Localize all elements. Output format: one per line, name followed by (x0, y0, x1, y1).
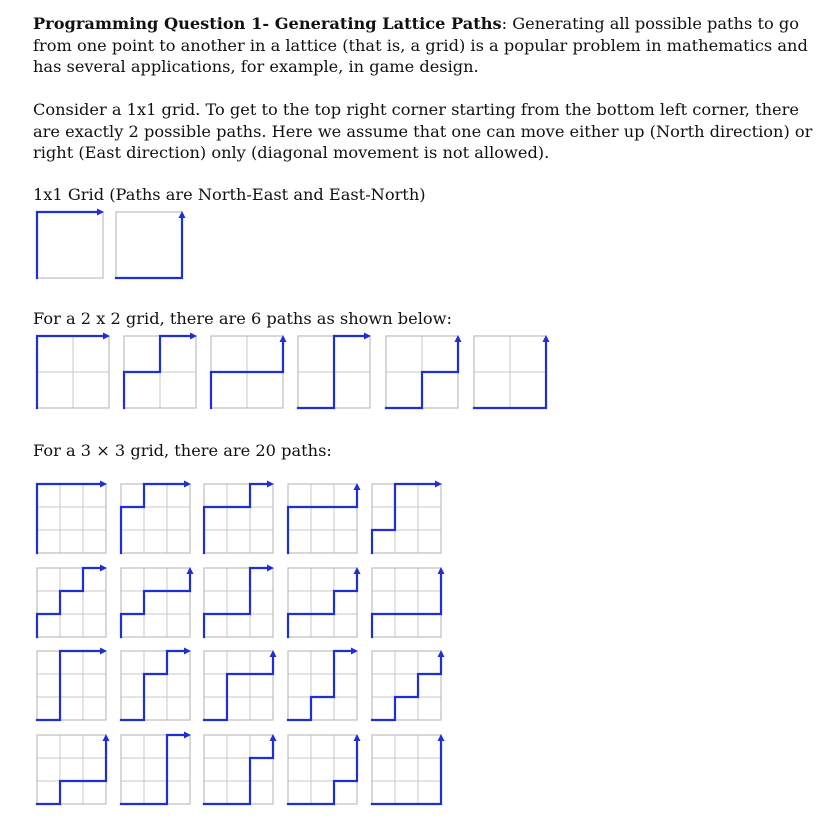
grid-border (288, 568, 357, 637)
lattice-path-ENNEEN (204, 656, 273, 720)
grid3-figure (0, 474, 835, 819)
lattice-path-NEENNE (204, 568, 268, 637)
lattice-path-ENENNE (288, 651, 352, 720)
lattice-grid-g2-0 (37, 336, 109, 408)
lattice-grid-g3-13 (288, 651, 357, 720)
lattice-path-ENEENN (37, 740, 106, 804)
grid-border (121, 568, 190, 637)
lattice-grid-g3-12 (204, 651, 273, 720)
lattice-grid-g3-7 (204, 568, 273, 637)
lattice-path-NNEENE (204, 484, 268, 553)
grid-border (204, 651, 273, 720)
lattice-path-EENNEN (204, 740, 273, 804)
lattice-path-EN (116, 217, 182, 278)
lattice-grid-g3-19 (372, 735, 441, 804)
grid1-figure (0, 200, 835, 285)
lattice-grid-g3-15 (37, 735, 106, 804)
lattice-path-NENENE (37, 568, 101, 637)
lattice-path-EENNNE (121, 735, 185, 804)
lattice-grid-g3-5 (37, 568, 106, 637)
consider-paragraph: Consider a 1x1 grid. To get to the top right corner starting from the bottom left corner, there are exactly 2 possible paths. Here we assume that one can move either up (North direction) or right (East direction) only (diagonal movement is not allowed). (33, 100, 813, 163)
grid-border (37, 735, 106, 804)
lattice-path-ENNNEE (37, 651, 101, 720)
grid-border (288, 735, 357, 804)
lattice-path-ENNENE (121, 651, 185, 720)
grid-border (37, 212, 103, 278)
grid-border (37, 651, 106, 720)
intro-text: : Generating all possible paths to go from one point to another in a lattice (that is, a grid) is a popular problem in mathematics and has several applications, for example, in game design. (33, 14, 808, 77)
lattice-grid-g3-8 (288, 568, 357, 637)
lattice-path-NNEEEN (288, 489, 357, 553)
grid-border (204, 735, 273, 804)
grid-border (288, 651, 357, 720)
lattice-path-NNNEEE (37, 484, 101, 553)
intro-paragraph (33, 13, 813, 78)
grid-border (116, 212, 182, 278)
grid1-caption: 1x1 Grid (Paths are North-East and East-North) (33, 185, 426, 204)
lattice-path-NEENEN (288, 573, 357, 637)
lattice-grid-g2-5 (474, 336, 546, 408)
grid2-caption: For a 2 x 2 grid, there are 6 paths as shown below: (33, 309, 452, 328)
lattice-grid-g3-9 (372, 568, 441, 637)
lattice-path-NENEEN (121, 573, 190, 637)
lattice-grid-g3-18 (288, 735, 357, 804)
grid-border (372, 484, 441, 553)
lattice-grid-g3-17 (204, 735, 273, 804)
lattice-grid-g1-1 (116, 212, 182, 278)
lattice-path-NENNEE (372, 484, 436, 553)
lattice-grid-g1-0 (37, 212, 103, 278)
lattice-grid-g3-4 (372, 484, 441, 553)
lattice-grid-g3-0 (37, 484, 106, 553)
grid-border (288, 484, 357, 553)
lattice-grid-g3-2 (204, 484, 273, 553)
lattice-path-NE (37, 212, 98, 278)
grid-border (204, 484, 273, 553)
lattice-path-ENENEN (372, 656, 441, 720)
lattice-grid-g3-11 (121, 651, 190, 720)
grid-border (121, 735, 190, 804)
lattice-path-EENENN (288, 740, 357, 804)
lattice-path-NNENEE (121, 484, 185, 553)
grid-border (372, 735, 441, 804)
lattice-grid-g3-6 (121, 568, 190, 637)
lattice-grid-g3-3 (288, 484, 357, 553)
lattice-grid-g3-10 (37, 651, 106, 720)
grid-border (37, 568, 106, 637)
lattice-grid-g3-14 (372, 651, 441, 720)
lattice-grid-g3-1 (121, 484, 190, 553)
lattice-grid-g3-16 (121, 735, 190, 804)
grid-border (37, 484, 106, 553)
grid-border (204, 568, 273, 637)
lattice-path-NEEENN (372, 573, 441, 637)
grid-border (372, 568, 441, 637)
question-title: Programming Question 1- Generating Lattice Paths (33, 14, 502, 33)
lattice-path-EEENNN (372, 740, 441, 804)
grid3-caption: For a 3 × 3 grid, there are 20 paths: (33, 441, 332, 460)
grid-border (121, 651, 190, 720)
grid-border (121, 484, 190, 553)
grid-border (372, 651, 441, 720)
grid2-figure (0, 326, 835, 416)
